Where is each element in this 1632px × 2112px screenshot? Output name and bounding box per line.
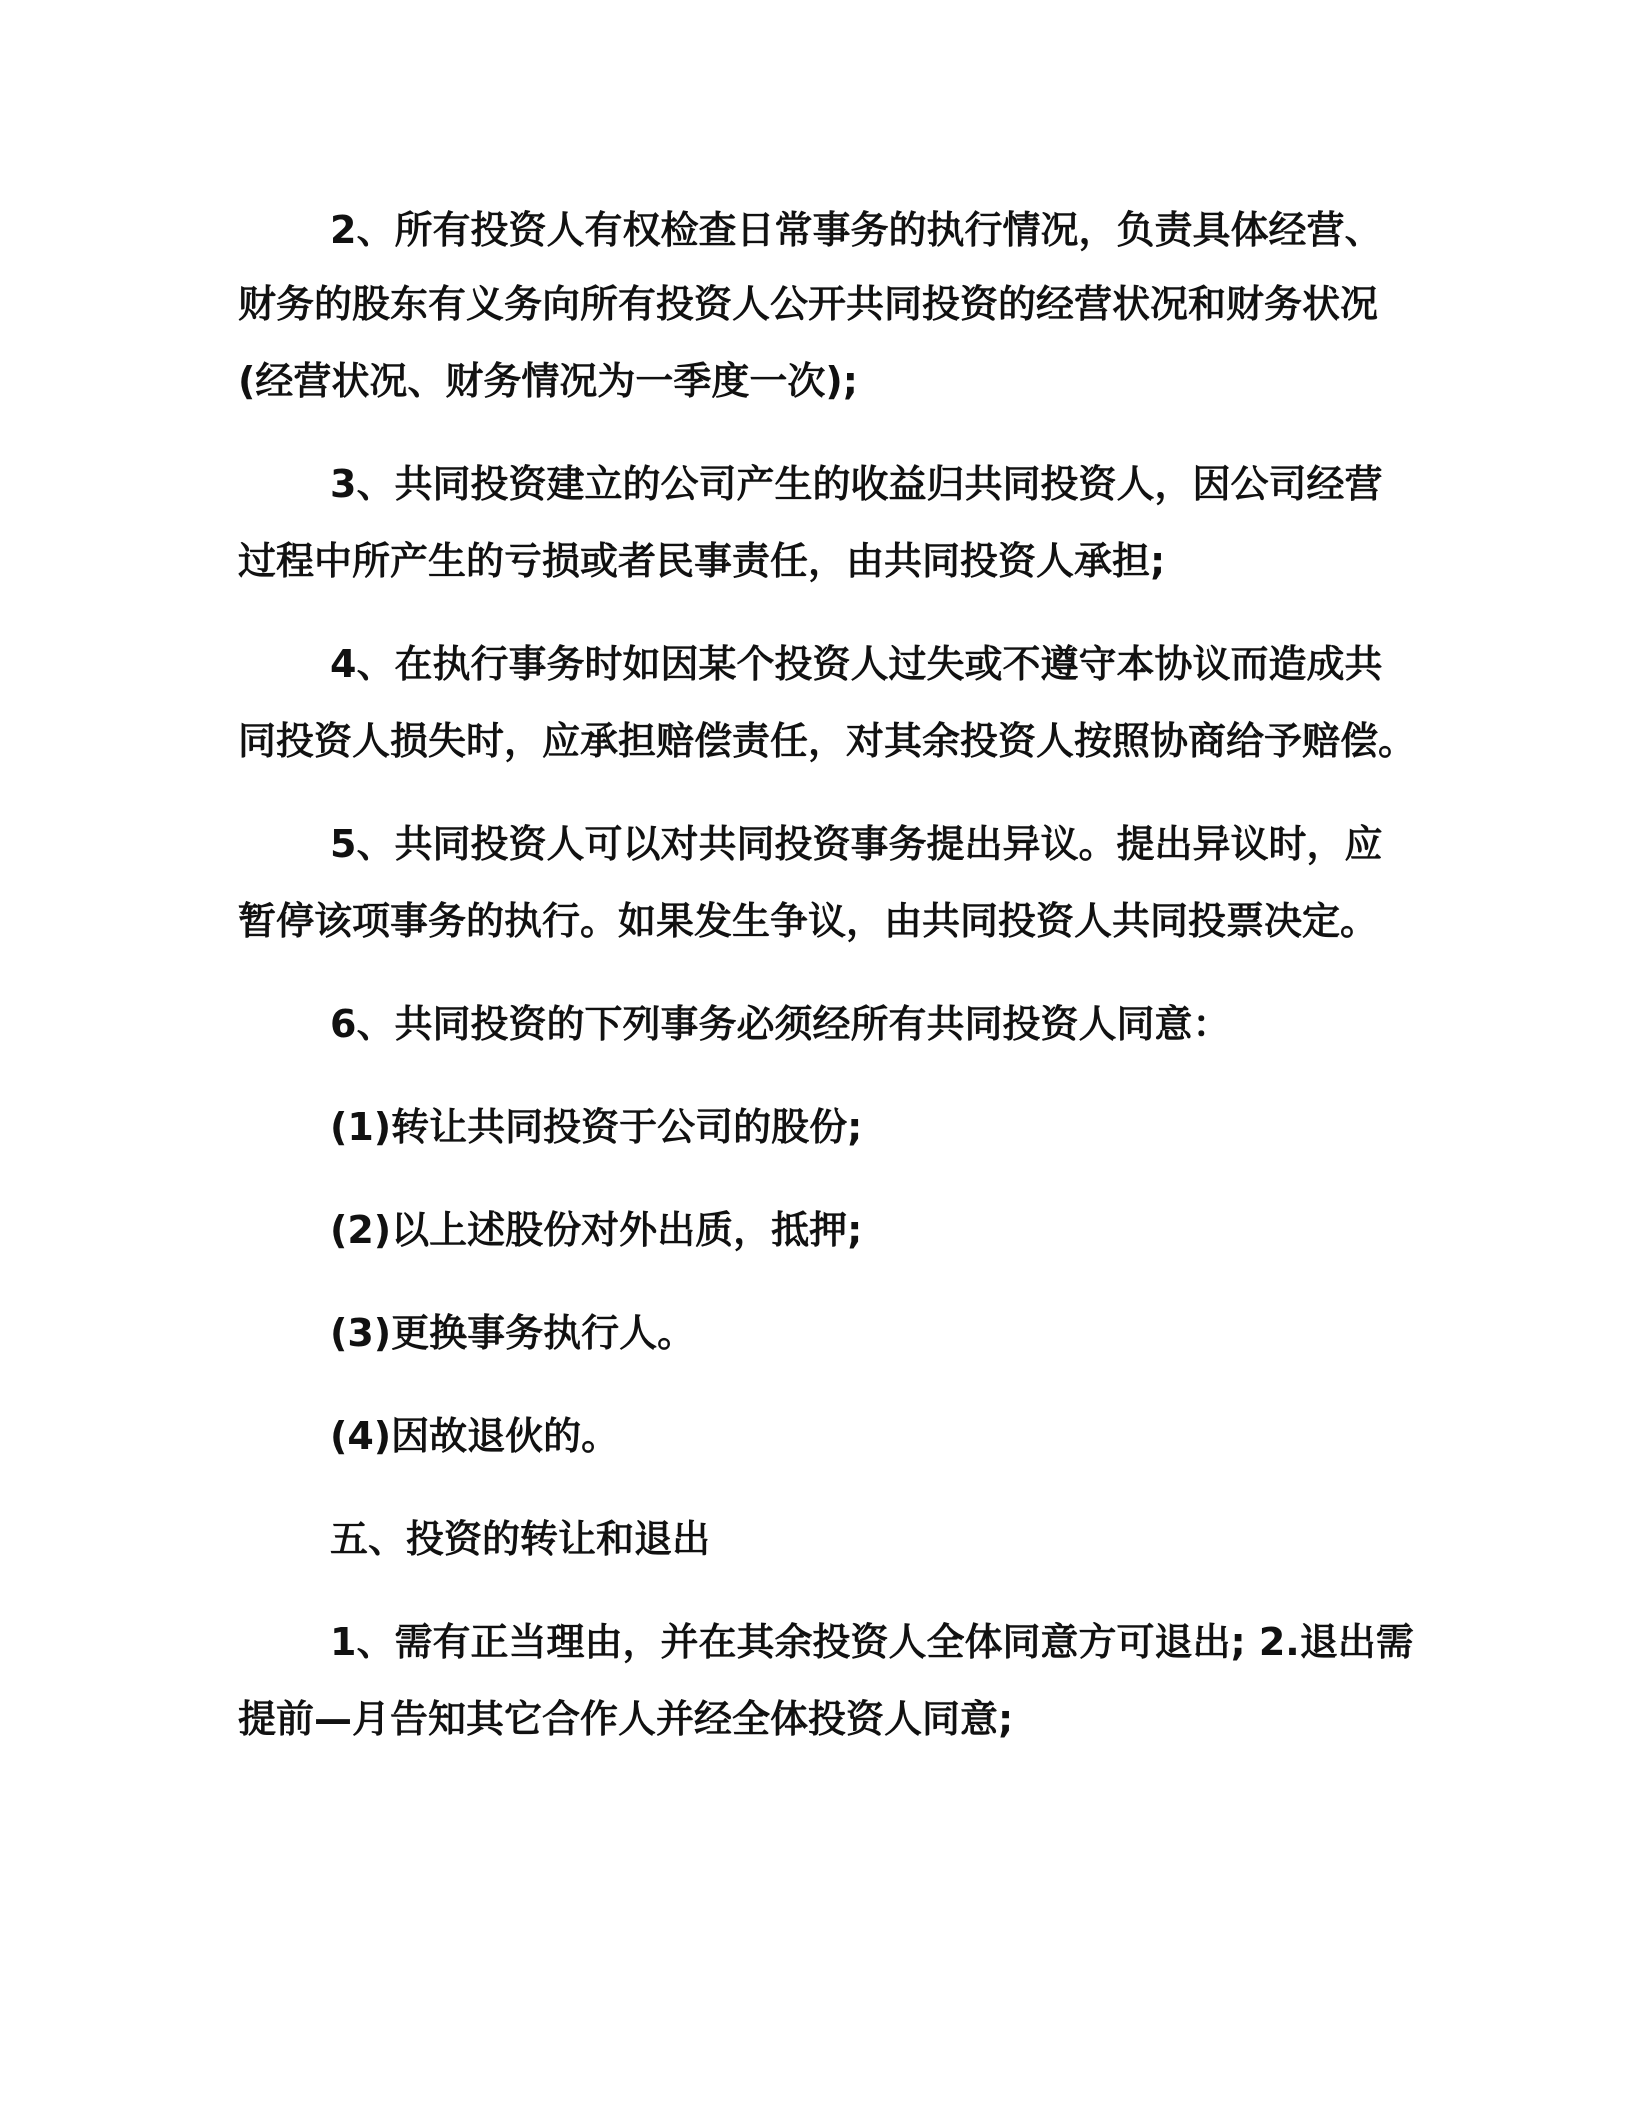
paragraph-2-line-2: 财务的股东有义务向所有投资人公开共同投资的经营状况和财务状况 (238, 282, 1379, 326)
paragraph-3-line-1: 3、共同投资建立的公司产生的收益归共同投资人，因公司经营 (330, 462, 1383, 506)
paragraph-4-line-2: 同投资人损失时，应承担赔偿责任，对其余投资人按照协商给予赔偿。 (238, 719, 1417, 763)
paragraph-2-line-3: (经营状况、财务情况为一季度一次); (238, 359, 858, 403)
list-item-4: (4)因故退伙的。 (330, 1414, 620, 1458)
list-item-3: (3)更换事务执行人。 (330, 1311, 696, 1355)
paragraph-2-line-1: 2、所有投资人有权检查日常事务的执行情况，负责具体经营、 (330, 208, 1383, 252)
paragraph-6-heading: 6、共同投资的下列事务必须经所有共同投资人同意： (330, 1002, 1231, 1046)
paragraph-5-line-2: 暂停该项事务的执行。如果发生争议，由共同投资人共同投票决定。 (238, 899, 1379, 943)
section-heading-5: 五、投资的转让和退出 (330, 1517, 711, 1561)
paragraph-5-line-1: 5、共同投资人可以对共同投资事务提出异议。提出异议时，应 (330, 822, 1383, 866)
list-item-2: (2)以上述股份对外出质，抵押; (330, 1208, 863, 1252)
paragraph-exit-line-1: 1、需有正当理由，并在其余投资人全体同意方可退出; 2.退出需 (330, 1620, 1414, 1664)
paragraph-exit-line-2: 提前—月告知其它合作人并经全体投资人同意; (238, 1697, 1014, 1741)
list-item-1: (1)转让共同投资于公司的股份; (330, 1105, 863, 1149)
paragraph-3-line-2: 过程中所产生的亏损或者民事责任，由共同投资人承担; (238, 539, 1166, 583)
paragraph-4-line-1: 4、在执行事务时如因某个投资人过失或不遵守本协议而造成共 (330, 642, 1383, 686)
